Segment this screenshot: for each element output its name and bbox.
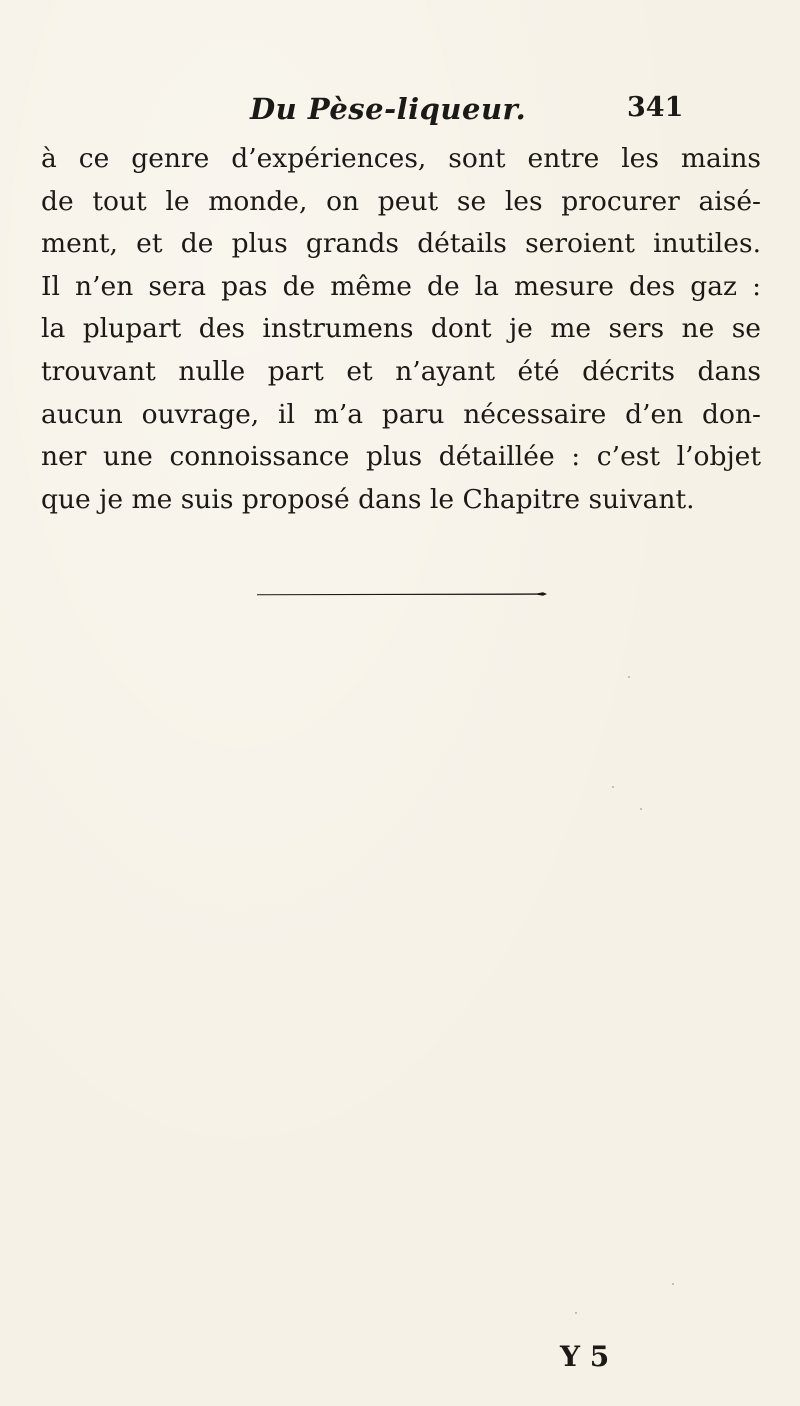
running-title: Du Pèse-liqueur. bbox=[250, 92, 527, 126]
paper-speck bbox=[612, 786, 614, 788]
body-paragraph bbox=[41, 138, 761, 521]
chapter-end-rule bbox=[257, 591, 549, 597]
text-line: trouvant nulle part et n’ayant été décrits dans bbox=[41, 355, 761, 387]
text-line: que je me suis proposé dans le Chapitre suivant. bbox=[41, 483, 695, 515]
text-line: ner une connoissance plus détaillée : c’est l’objet bbox=[41, 441, 761, 473]
paper-speck bbox=[640, 808, 642, 810]
text-line: Il n’en sera pas de même de la mesure des gaz : bbox=[41, 270, 761, 302]
page-header bbox=[0, 92, 800, 132]
paper-speck bbox=[672, 1283, 674, 1285]
paper-speck bbox=[628, 676, 630, 678]
printer-signature: Y 5 bbox=[560, 1340, 610, 1373]
text-line: de tout le monde, on peut se les procurer aisé- bbox=[41, 185, 761, 217]
page-number: 341 bbox=[627, 92, 684, 123]
text-line: aucun ouvrage, il m’a paru nécessaire d’en don- bbox=[41, 398, 761, 430]
text-line: la plupart des instrumens dont je me sers ne se bbox=[41, 313, 761, 345]
ornamental-rule-icon bbox=[257, 591, 549, 597]
text-line: ment, et de plus grands détails seroient inutiles. bbox=[41, 228, 761, 260]
paper-speck bbox=[575, 1312, 577, 1314]
text-line: à ce genre d’expériences, sont entre les mains bbox=[41, 143, 761, 174]
